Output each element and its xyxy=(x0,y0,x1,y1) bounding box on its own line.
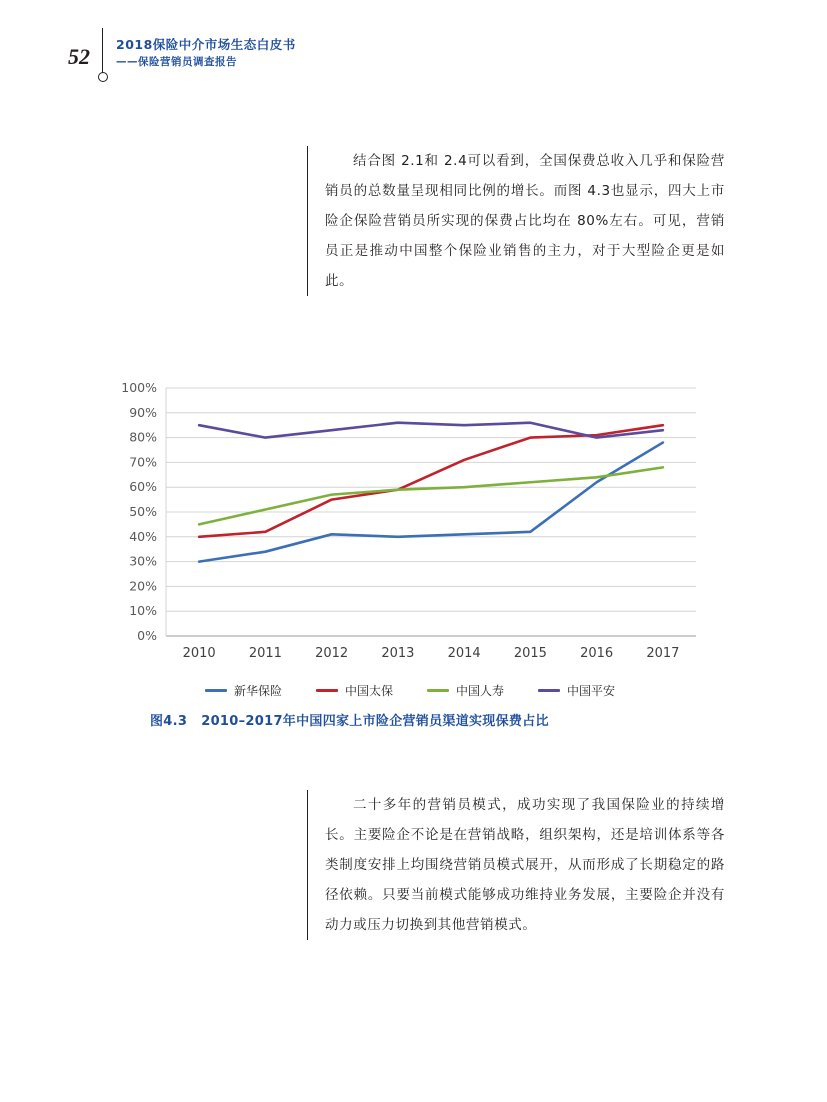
page-number: 52 xyxy=(68,44,90,69)
figure-caption xyxy=(150,710,770,729)
legend-swatch-icon xyxy=(205,689,227,692)
header-title-main: 2018保险中介市场生态白皮书 xyxy=(116,37,296,52)
header-title-sub: ——保险营销员调查报告 xyxy=(116,56,237,68)
y-axis-tick-label: 40% xyxy=(129,528,157,544)
chart-series-line xyxy=(199,425,663,537)
legend-item[interactable] xyxy=(316,682,393,699)
x-axis-tick-label: 2016 xyxy=(580,646,614,661)
x-axis-tick-label: 2015 xyxy=(513,646,547,661)
y-axis-tick-label: 30% xyxy=(129,553,157,569)
y-axis-tick-label: 80% xyxy=(129,429,157,445)
x-axis-tick-label: 2012 xyxy=(315,646,349,661)
paragraph-bottom-text: 二十多年的营销员模式，成功实现了我国保险业的持续增长。主要险企不论是在营销战略，组织架构，还是培训体系等各类制度安排上均围绕营销员模式展开，从而形成了长期稳定的路径依赖。只要当前模式能够成功维持业务发展，主要险企并没有动力或压力切换到其他营销模式。 xyxy=(325,797,725,933)
chart-series-line xyxy=(199,443,663,562)
y-axis-tick-label: 0% xyxy=(137,628,157,643)
figure-caption-number: 图4.3 xyxy=(150,714,188,729)
line-chart xyxy=(110,378,710,678)
x-axis-tick-label: 2011 xyxy=(248,646,282,661)
paragraph-top-text: 结合图 2.1和 2.4可以看到，全国保费总收入几乎和保险营销员的总数量呈现相同比例的增长。而图 4.3也显示，四大上市险企保险营销员所实现的保费占比均在 80%左右。可见，营销员正是推动中国整个保险业销售的主力，对于大型险企更是如此。 xyxy=(325,153,725,289)
y-axis-tick-label: 20% xyxy=(129,578,157,594)
legend-item[interactable] xyxy=(538,682,615,699)
paragraph-block-bottom xyxy=(307,790,725,940)
y-axis-tick-label: 60% xyxy=(129,479,157,495)
legend-item[interactable] xyxy=(427,682,504,699)
y-axis-tick-label: 70% xyxy=(129,454,157,470)
legend-label: 中国太保 xyxy=(344,683,393,698)
header-divider-line xyxy=(102,28,103,74)
legend-item[interactable] xyxy=(205,682,282,699)
figure-caption-text: 2010–2017年中国四家上市险企营销员渠道实现保费占比 xyxy=(201,714,549,729)
y-axis-tick-label: 100% xyxy=(121,380,157,395)
y-axis-tick-label: 10% xyxy=(129,603,157,619)
chart-legend xyxy=(110,678,710,702)
x-axis-tick-label: 2013 xyxy=(381,646,415,661)
chart-canvas xyxy=(110,378,710,678)
legend-label: 中国平安 xyxy=(567,683,616,698)
paragraph-block-top xyxy=(307,146,725,296)
x-axis-tick-label: 2017 xyxy=(646,646,680,661)
legend-swatch-icon xyxy=(316,689,338,692)
header-dot-icon xyxy=(98,72,108,82)
x-axis-tick-label: 2010 xyxy=(182,646,216,661)
y-axis-tick-label: 50% xyxy=(129,504,157,519)
legend-label: 新华保险 xyxy=(233,683,282,698)
x-axis-tick-label: 2014 xyxy=(447,646,481,661)
legend-swatch-icon xyxy=(538,689,560,692)
page-header xyxy=(60,28,760,84)
header-titles xyxy=(116,37,296,70)
y-axis-tick-label: 90% xyxy=(129,404,157,420)
legend-label: 中国人寿 xyxy=(456,683,505,698)
legend-swatch-icon xyxy=(427,689,449,692)
